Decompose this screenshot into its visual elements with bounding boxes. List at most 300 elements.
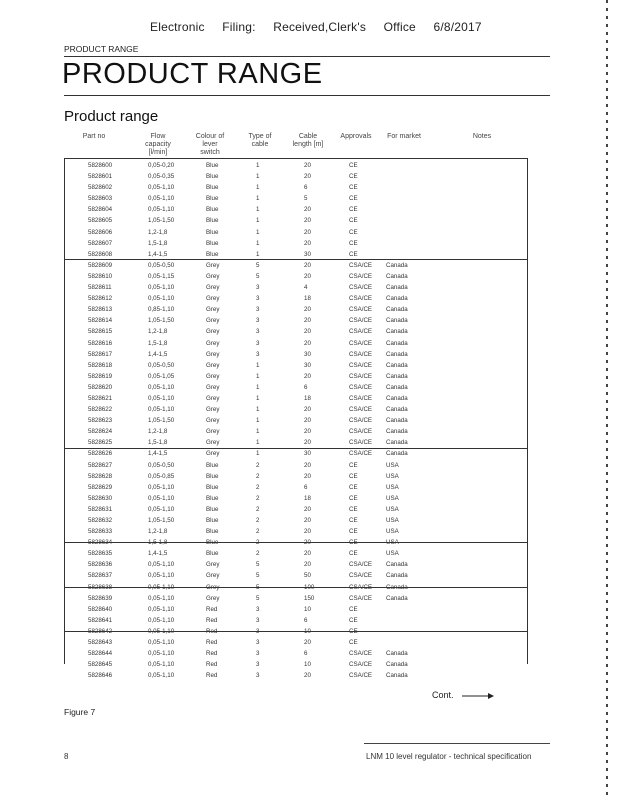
cell-colour: Grey [206, 439, 220, 447]
cell-cable-type: 1 [256, 206, 260, 214]
cell-cable-type: 2 [256, 505, 260, 513]
cell-cable-length: 20 [304, 550, 311, 558]
cell-cable-type: 5 [256, 583, 260, 591]
cell-flow: 1,05-1,50 [148, 417, 175, 425]
cell-part-no: 5828627 [88, 461, 113, 469]
cell-cable-type: 3 [256, 639, 260, 647]
cell-approvals: CE [349, 239, 358, 247]
continued-label: Cont. [432, 690, 454, 700]
cell-cable-length: 18 [304, 295, 311, 303]
cell-market: Canada [386, 350, 408, 358]
cell-cable-length: 20 [304, 162, 311, 169]
table-row [64, 482, 528, 493]
cell-cable-length: 6 [304, 616, 308, 624]
cell-approvals: CSA/CE [349, 339, 373, 347]
cell-colour: Blue [206, 173, 219, 181]
cell-approvals: CE [349, 228, 358, 236]
cell-colour: Blue [206, 517, 219, 524]
cell-cable-type: 1 [256, 417, 260, 425]
cell-cable-type: 3 [256, 616, 260, 624]
cell-flow: 1,5-1,8 [148, 539, 168, 547]
cell-approvals: CSA/CE [349, 372, 373, 380]
cell-approvals: CE [349, 461, 358, 469]
cell-flow: 0,05-1,10 [148, 195, 175, 203]
cell-part-no: 5828639 [88, 594, 113, 602]
cell-cable-type: 1 [256, 228, 260, 236]
cell-flow: 0,05-1,10 [148, 672, 175, 680]
cell-cable-length: 20 [304, 239, 311, 247]
cell-cable-type: 2 [256, 550, 260, 558]
cell-colour: Grey [206, 394, 220, 402]
cell-flow: 0,05-1,15 [148, 272, 175, 280]
cell-colour: Grey [206, 383, 220, 391]
cell-cable-type: 3 [256, 317, 260, 325]
header-cable-length [286, 133, 330, 149]
cell-cable-type: 2 [256, 472, 260, 480]
cell-market: Canada [386, 428, 408, 436]
cell-market: USA [386, 494, 399, 502]
cell-part-no: 5828606 [88, 228, 113, 236]
cell-approvals: CSA/CE [349, 284, 373, 292]
cell-colour: Grey [206, 295, 220, 303]
cell-market: Canada [386, 661, 408, 669]
cell-cable-type: 3 [256, 661, 260, 669]
table-row [64, 371, 528, 382]
cell-approvals: CE [349, 494, 358, 502]
table-row [64, 349, 528, 360]
cell-flow: 1,05-1,50 [148, 217, 175, 225]
cell-part-no: 5828625 [88, 439, 113, 447]
cell-part-no: 5828624 [88, 428, 113, 436]
cell-cable-length: 20 [304, 372, 311, 380]
cell-approvals: CE [349, 616, 358, 624]
cell-part-no: 5828637 [88, 572, 113, 580]
cell-colour: Grey [206, 284, 220, 292]
cell-colour: Grey [206, 261, 220, 269]
cell-part-no: 5828626 [88, 450, 113, 458]
cell-approvals: CE [349, 517, 358, 524]
cell-part-no: 5828628 [88, 472, 113, 480]
cell-cable-type: 3 [256, 350, 260, 358]
table-row [64, 304, 528, 315]
group-divider [64, 631, 528, 632]
filing-word-4: Office [383, 20, 416, 34]
cell-flow: 0,05-0,20 [148, 162, 175, 169]
header-cable-length-line-1: Cable [298, 133, 318, 140]
cell-colour: Blue [206, 217, 219, 225]
cell-flow: 1,05-1,50 [148, 517, 175, 524]
header-cable-type-line-1: Type of [248, 133, 272, 140]
cell-flow: 0,05-1,10 [148, 594, 175, 602]
cell-colour: Grey [206, 406, 220, 414]
cell-cable-length: 30 [304, 350, 311, 358]
cell-cable-length: 20 [304, 539, 311, 547]
cell-colour: Blue [206, 483, 219, 491]
cell-colour: Blue [206, 206, 219, 214]
cell-approvals: CE [349, 217, 358, 225]
cell-approvals: CE [349, 505, 358, 513]
cell-market: Canada [386, 572, 408, 580]
table-row [64, 437, 528, 448]
cell-flow: 0,05-1,10 [148, 394, 175, 402]
cell-approvals: CSA/CE [349, 361, 373, 369]
cell-colour: Red [206, 672, 218, 680]
cell-approvals: CE [349, 639, 358, 647]
table-row [64, 271, 528, 282]
cell-flow: 1,2-1,8 [148, 228, 168, 236]
table-row [64, 637, 528, 648]
cell-cable-type: 3 [256, 672, 260, 680]
cell-cable-length: 6 [304, 650, 308, 658]
header-rule [64, 56, 550, 57]
cell-market: Canada [386, 284, 408, 292]
table-row [64, 670, 528, 681]
cell-market: Canada [386, 372, 408, 380]
cell-market: Canada [386, 439, 408, 447]
cell-flow: 1,2-1,8 [148, 428, 168, 436]
header-flow-line-1: Flow [150, 133, 166, 140]
cell-approvals: CE [349, 250, 358, 258]
cell-colour: Red [206, 650, 218, 658]
table-row [64, 326, 528, 337]
header-flow-line-3: [l/min] [148, 149, 168, 156]
cell-cable-length: 5 [304, 195, 308, 203]
cell-part-no: 5828645 [88, 661, 113, 669]
cell-cable-type: 1 [256, 394, 260, 402]
cell-part-no: 5828640 [88, 605, 113, 613]
table-row [64, 415, 528, 426]
cell-approvals: CSA/CE [349, 572, 373, 580]
running-header: PRODUCT RANGE [64, 44, 139, 54]
cell-colour: Blue [206, 472, 219, 480]
cell-colour: Red [206, 616, 218, 624]
table-row [64, 171, 528, 182]
cell-cable-length: 50 [304, 572, 311, 580]
cell-cable-type: 3 [256, 627, 260, 635]
cell-flow: 1,4-1,5 [148, 350, 168, 358]
cell-flow: 0,05-1,10 [148, 572, 175, 580]
cell-flow: 1,05-1,50 [148, 317, 175, 325]
header-colour [188, 133, 232, 157]
cell-cable-type: 5 [256, 561, 260, 569]
cell-colour: Grey [206, 450, 220, 458]
cell-approvals: CE [349, 528, 358, 536]
cell-colour: Red [206, 639, 218, 647]
cell-flow: 0,05-1,10 [148, 406, 175, 414]
cell-market: USA [386, 472, 399, 480]
cell-part-no: 5828633 [88, 528, 113, 536]
cell-market: Canada [386, 361, 408, 369]
filing-stamp [150, 20, 496, 34]
cell-cable-length: 18 [304, 494, 311, 502]
cell-colour: Blue [206, 461, 219, 469]
cell-approvals: CSA/CE [349, 594, 373, 602]
filing-word-3: Received,Clerk's [273, 20, 367, 34]
cell-part-no: 5828631 [88, 505, 113, 513]
cell-market: USA [386, 483, 399, 491]
cell-colour: Grey [206, 339, 220, 347]
cell-cable-type: 1 [256, 173, 260, 181]
table-row [64, 493, 528, 504]
cell-colour: Grey [206, 594, 220, 602]
cell-approvals: CSA/CE [349, 295, 373, 303]
cell-part-no: 5828623 [88, 417, 113, 425]
cell-part-no: 5828612 [88, 295, 113, 303]
cell-flow: 0,05-1,10 [148, 483, 175, 491]
table-top-rule [64, 158, 528, 159]
cell-cable-type: 1 [256, 195, 260, 203]
cell-cable-length: 20 [304, 561, 311, 569]
table-row [64, 360, 528, 371]
cell-cable-length: 20 [304, 306, 311, 314]
cell-flow: 1,5-1,8 [148, 439, 168, 447]
cell-approvals: CE [349, 206, 358, 214]
cell-approvals: CE [349, 539, 358, 547]
cell-cable-length: 20 [304, 639, 311, 647]
table-row [64, 526, 528, 537]
cell-approvals: CSA/CE [349, 450, 373, 458]
cell-part-no: 5828646 [88, 672, 113, 680]
cell-cable-type: 3 [256, 284, 260, 292]
cell-market: USA [386, 517, 399, 524]
table-row [64, 648, 528, 659]
cell-part-no: 5828610 [88, 272, 113, 280]
cell-colour: Grey [206, 428, 220, 436]
cell-cable-type: 1 [256, 406, 260, 414]
cell-approvals: CSA/CE [349, 583, 373, 591]
table-row [64, 471, 528, 482]
cell-cable-type: 1 [256, 450, 260, 458]
cell-flow: 0,05-0,35 [148, 173, 175, 181]
table-row [64, 260, 528, 271]
cell-approvals: CE [349, 483, 358, 491]
cell-market: Canada [386, 306, 408, 314]
cell-cable-type: 5 [256, 272, 260, 280]
cell-colour: Grey [206, 417, 220, 425]
cell-flow: 0,05-1,10 [148, 650, 175, 658]
header-colour-line-1: Colour of [195, 133, 225, 140]
scan-edge-artifact [606, 0, 608, 800]
table-row [64, 548, 528, 559]
cell-colour: Red [206, 605, 218, 613]
header-cable-type [238, 133, 282, 149]
cell-cable-type: 1 [256, 428, 260, 436]
cell-approvals: CE [349, 605, 358, 613]
table-row [64, 460, 528, 471]
table-row [64, 426, 528, 437]
cell-cable-length: 6 [304, 483, 308, 491]
group-divider [64, 448, 528, 449]
cell-flow: 0,05-1,10 [148, 661, 175, 669]
cell-colour: Grey [206, 328, 220, 336]
cell-approvals: CSA/CE [349, 561, 373, 569]
cell-part-no: 5828638 [88, 583, 113, 591]
filing-word-5: 6/8/2017 [433, 20, 482, 34]
cell-approvals: CE [349, 627, 358, 635]
header-market: For market [387, 133, 421, 140]
arrow-right-icon [462, 693, 494, 699]
cell-flow: 0,05-1,10 [148, 383, 175, 391]
table-row [64, 570, 528, 581]
cell-market: USA [386, 528, 399, 536]
cell-cable-length: 20 [304, 517, 311, 524]
cell-approvals: CSA/CE [349, 383, 373, 391]
cell-part-no: 5828642 [88, 627, 113, 635]
table-row [64, 282, 528, 293]
cell-flow: 0,05-1,10 [148, 616, 175, 624]
cell-part-no: 5828613 [88, 306, 113, 314]
header-cable-type-line-2: cable [251, 141, 269, 148]
cell-cable-type: 3 [256, 339, 260, 347]
cell-colour: Red [206, 627, 218, 635]
filing-word-2: Filing: [222, 20, 256, 34]
cell-market: Canada [386, 417, 408, 425]
cell-part-no: 5828616 [88, 339, 113, 347]
cell-market: Canada [386, 295, 408, 303]
header-flow-line-2: capacity [145, 141, 171, 148]
cell-flow: 1,2-1,8 [148, 328, 168, 336]
cell-cable-length: 10 [304, 627, 311, 635]
cell-flow: 0,05-1,10 [148, 561, 175, 569]
cell-colour: Grey [206, 361, 220, 369]
cell-flow: 0,05-1,05 [148, 372, 175, 380]
cell-cable-length: 30 [304, 361, 311, 369]
cell-colour: Blue [206, 494, 219, 502]
cell-cable-length: 20 [304, 206, 311, 214]
cell-colour: Grey [206, 372, 220, 380]
cell-cable-type: 2 [256, 539, 260, 547]
table-row [64, 504, 528, 515]
cell-flow: 0,05-1,10 [148, 295, 175, 303]
cell-cable-length: 20 [304, 472, 311, 480]
cell-colour: Blue [206, 184, 219, 192]
cell-approvals: CE [349, 173, 358, 181]
cell-cable-length: 20 [304, 428, 311, 436]
section-subtitle: Product range [64, 108, 159, 125]
cell-flow: 0,05-1,10 [148, 639, 175, 647]
table-row [64, 515, 528, 526]
cell-cable-type: 1 [256, 372, 260, 380]
cell-part-no: 5828635 [88, 550, 113, 558]
table-row [64, 238, 528, 249]
cell-part-no: 5828603 [88, 195, 113, 203]
cell-colour: Blue [206, 228, 219, 236]
cell-approvals: CSA/CE [349, 394, 373, 402]
cell-colour: Blue [206, 239, 219, 247]
cell-cable-length: 20 [304, 417, 311, 425]
table-row [64, 193, 528, 204]
cell-cable-length: 6 [304, 383, 308, 391]
cell-approvals: CE [349, 550, 358, 558]
cell-cable-type: 1 [256, 439, 260, 447]
cell-part-no: 5828609 [88, 261, 113, 269]
cell-flow: 1,5-1,8 [148, 239, 168, 247]
cell-cable-length: 20 [304, 505, 311, 513]
cell-flow: 1,4-1,5 [148, 450, 168, 458]
cell-approvals: CSA/CE [349, 328, 373, 336]
cell-flow: 1,4-1,5 [148, 550, 168, 558]
cell-market: USA [386, 505, 399, 513]
cell-approvals: CSA/CE [349, 650, 373, 658]
cell-flow: 0,05-1,10 [148, 505, 175, 513]
cell-colour: Blue [206, 162, 219, 169]
title-rule [64, 95, 550, 96]
cell-cable-type: 2 [256, 483, 260, 491]
cell-market: Canada [386, 594, 408, 602]
cell-market: Canada [386, 383, 408, 391]
table-left-border [64, 158, 65, 664]
cell-cable-type: 1 [256, 217, 260, 225]
cell-market: USA [386, 539, 399, 547]
header-cable-length-line-2: length [m] [292, 141, 324, 148]
cell-market: Canada [386, 450, 408, 458]
cell-part-no: 5828615 [88, 328, 113, 336]
cell-colour: Grey [206, 583, 220, 591]
table-row [64, 315, 528, 326]
cell-part-no: 5828600 [88, 162, 113, 169]
page-number: 8 [64, 752, 69, 761]
cell-cable-length: 30 [304, 450, 311, 458]
cell-colour: Blue [206, 195, 219, 203]
cell-colour: Grey [206, 561, 220, 569]
cell-cable-length: 20 [304, 339, 311, 347]
cell-approvals: CSA/CE [349, 439, 373, 447]
cell-cable-type: 5 [256, 594, 260, 602]
cell-part-no: 5828607 [88, 239, 113, 247]
page-title: PRODUCT RANGE [62, 58, 323, 90]
cell-flow: 0,05-1,10 [148, 206, 175, 214]
cell-approvals: CSA/CE [349, 350, 373, 358]
header-flow [132, 133, 184, 157]
table-row [64, 659, 528, 670]
cell-market: USA [386, 550, 399, 558]
cell-cable-type: 2 [256, 494, 260, 502]
cell-cable-type: 3 [256, 650, 260, 658]
cell-part-no: 5828644 [88, 650, 113, 658]
cell-flow: 0,05-0,85 [148, 472, 175, 480]
cell-part-no: 5828621 [88, 394, 113, 402]
cell-approvals: CSA/CE [349, 317, 373, 325]
cell-cable-length: 100 [304, 583, 315, 591]
cell-cable-length: 18 [304, 394, 311, 402]
table-row [64, 604, 528, 615]
cell-part-no: 5828601 [88, 173, 113, 181]
cell-part-no: 5828634 [88, 539, 113, 547]
cell-market: Canada [386, 317, 408, 325]
cell-flow: 0,05-0,50 [148, 261, 175, 269]
cell-approvals: CSA/CE [349, 672, 373, 680]
cell-part-no: 5828643 [88, 639, 113, 647]
cell-approvals: CE [349, 184, 358, 192]
cell-part-no: 5828622 [88, 406, 113, 414]
cell-cable-length: 20 [304, 261, 311, 269]
cell-flow: 0,05-1,10 [148, 184, 175, 192]
cell-cable-length: 10 [304, 605, 311, 613]
cell-cable-length: 20 [304, 439, 311, 447]
cell-colour: Blue [206, 528, 219, 536]
table-row [64, 404, 528, 415]
cell-flow: 1,4-1,5 [148, 250, 168, 258]
cell-cable-length: 4 [304, 284, 308, 292]
header-colour-line-2: lever [202, 141, 218, 148]
table-row [64, 215, 528, 226]
cell-colour: Grey [206, 272, 220, 280]
table-row [64, 615, 528, 626]
cell-flow: 1,2-1,8 [148, 528, 168, 536]
cell-cable-type: 3 [256, 295, 260, 303]
cell-market: Canada [386, 261, 408, 269]
cell-cable-type: 1 [256, 361, 260, 369]
